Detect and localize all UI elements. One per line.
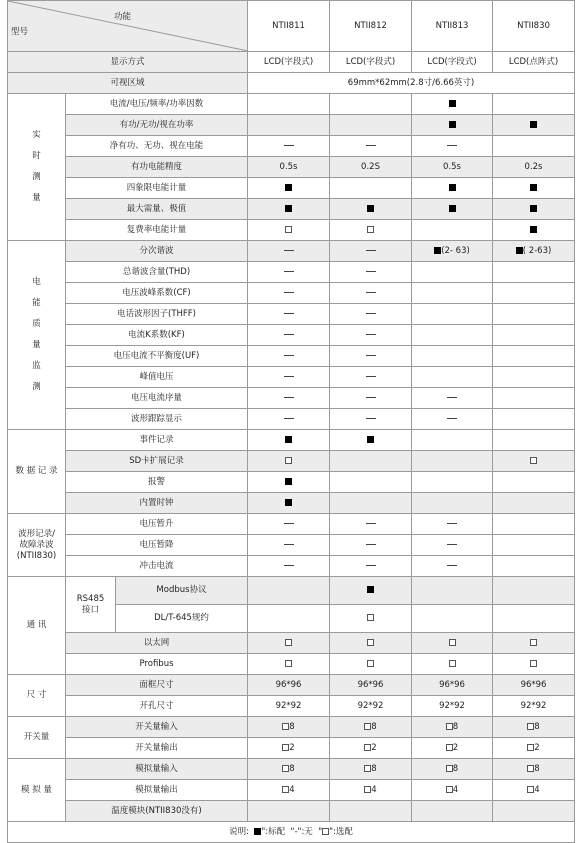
feature-label: 冲击电流 <box>66 556 248 577</box>
value-cell <box>493 472 575 493</box>
value-cell <box>330 493 412 514</box>
feature-label: SD卡扩展记录 <box>66 451 248 472</box>
dash-icon <box>366 523 376 524</box>
rs485-interface: RS485 接口 <box>66 577 116 633</box>
value-cell <box>248 654 330 675</box>
value-cell <box>412 633 493 654</box>
open-square-icon <box>367 639 374 646</box>
value-cell: 8 <box>330 759 412 780</box>
display-mode-label: 显示方式 <box>8 52 248 73</box>
dash-icon <box>447 544 457 545</box>
value-cell <box>248 136 330 157</box>
filled-square-icon <box>449 205 456 212</box>
dash-icon <box>447 145 457 146</box>
value-cell <box>493 325 575 346</box>
value-cell: 8 <box>248 717 330 738</box>
open-square-icon <box>285 660 292 667</box>
filled-square-icon <box>516 247 523 254</box>
value-cell <box>248 472 330 493</box>
value-cell <box>412 94 493 115</box>
value-cell <box>248 220 330 241</box>
value-cell <box>412 493 493 514</box>
value-cell: 92*92 <box>248 696 330 717</box>
model-header-ntii813: NTII813 <box>412 1 493 52</box>
open-square-icon <box>285 457 292 464</box>
dash-icon <box>366 397 376 398</box>
value-cell: 4 <box>248 780 330 801</box>
feature-label: 电压电流序量 <box>66 388 248 409</box>
value-cell <box>412 367 493 388</box>
dash-icon <box>284 313 294 314</box>
value-cell <box>248 94 330 115</box>
value-cell: 2 <box>412 738 493 759</box>
value-cell: 0.2s <box>493 157 575 178</box>
value-cell <box>493 262 575 283</box>
feature-label: 报警 <box>66 472 248 493</box>
value-cell <box>330 220 412 241</box>
value-cell <box>330 801 412 822</box>
dash-icon <box>366 313 376 314</box>
filled-square-icon <box>367 586 374 593</box>
value-cell: 4 <box>330 780 412 801</box>
value-cell: 8 <box>412 717 493 738</box>
value-cell <box>248 346 330 367</box>
value-cell: 0.5s <box>412 157 493 178</box>
value-cell <box>330 262 412 283</box>
value-cell <box>248 262 330 283</box>
value-cell <box>330 409 412 430</box>
feature-label: 波形跟踪显示 <box>66 409 248 430</box>
value-cell <box>248 241 330 262</box>
dash-icon <box>366 418 376 419</box>
display-mode-value: LCD(点阵式) <box>493 52 575 73</box>
open-square-icon <box>367 660 374 667</box>
value-cell <box>248 388 330 409</box>
value-cell <box>248 430 330 451</box>
value-cell <box>412 409 493 430</box>
feature-label: 最大需量、极值 <box>66 199 248 220</box>
group-power-quality: 电 能 质 量 监 测 <box>8 241 66 430</box>
dash-icon <box>366 271 376 272</box>
feature-label: 事件记录 <box>66 430 248 451</box>
value-cell: (2- 63) <box>412 241 493 262</box>
feature-label: 分次谐波 <box>66 241 248 262</box>
value-cell <box>412 346 493 367</box>
value-cell: 8 <box>412 759 493 780</box>
value-cell <box>248 325 330 346</box>
value-cell <box>493 367 575 388</box>
feature-label: 开关量输出 <box>66 738 248 759</box>
value-cell <box>248 367 330 388</box>
open-square-icon <box>446 723 453 730</box>
value-cell <box>412 304 493 325</box>
feature-label: 净有功、无功、视在电能 <box>66 136 248 157</box>
value-cell <box>412 325 493 346</box>
legend-standard: ":标配 <box>261 826 286 837</box>
value-cell: 2 <box>248 738 330 759</box>
value-cell <box>330 472 412 493</box>
model-header: 型号 <box>11 27 29 37</box>
filled-square-icon <box>285 478 292 485</box>
filled-square-icon <box>530 205 537 212</box>
value-cell <box>493 801 575 822</box>
dash-icon <box>366 544 376 545</box>
dash-icon <box>366 355 376 356</box>
value-cell <box>493 493 575 514</box>
value-cell <box>412 199 493 220</box>
value-cell <box>330 577 412 605</box>
feature-label: 总谐波含量(THD) <box>66 262 248 283</box>
visible-area-value: 69mm*62mm(2.8寸/6.66英寸) <box>248 73 575 94</box>
open-square-icon <box>285 639 292 646</box>
visible-area-label: 可视区域 <box>8 73 248 94</box>
open-square-icon <box>446 744 453 751</box>
filled-square-icon <box>449 121 456 128</box>
legend-prefix: 说明: <box>229 826 249 837</box>
value-cell <box>248 493 330 514</box>
filled-square-icon <box>367 205 374 212</box>
feature-label: 峰值电压 <box>66 367 248 388</box>
value-cell <box>493 199 575 220</box>
value-cell <box>248 535 330 556</box>
value-cell: 96*96 <box>493 675 575 696</box>
value-cell <box>248 556 330 577</box>
legend-none: :无 <box>301 826 313 837</box>
display-mode-value: LCD(字段式) <box>330 52 412 73</box>
value-cell <box>412 220 493 241</box>
value-cell <box>248 577 330 605</box>
legend <box>8 822 575 843</box>
feature-label: 四象限电能计量 <box>66 178 248 199</box>
value-cell <box>493 556 575 577</box>
value-cell <box>493 451 575 472</box>
open-square-icon <box>449 660 456 667</box>
value-cell <box>330 199 412 220</box>
value-cell <box>493 220 575 241</box>
value-cell <box>330 136 412 157</box>
dash-icon <box>366 565 376 566</box>
value-cell <box>493 633 575 654</box>
dash-icon <box>284 145 294 146</box>
value-cell <box>493 346 575 367</box>
value-cell <box>493 409 575 430</box>
dash-icon <box>366 145 376 146</box>
open-square-icon <box>367 226 374 233</box>
diagonal-line <box>8 1 248 51</box>
dash-icon <box>366 334 376 335</box>
value-cell <box>412 388 493 409</box>
dash-icon <box>284 271 294 272</box>
filled-square-icon <box>530 226 537 233</box>
value-cell: 8 <box>493 759 575 780</box>
value-cell: 8 <box>493 717 575 738</box>
open-square-icon <box>530 639 537 646</box>
value-cell <box>412 136 493 157</box>
feature-label: 复费率电能计量 <box>66 220 248 241</box>
value-cell <box>248 199 330 220</box>
value-cell <box>330 283 412 304</box>
value-cell <box>248 304 330 325</box>
feature-label: 模拟量输出 <box>66 780 248 801</box>
dash-icon <box>284 334 294 335</box>
value-cell <box>330 535 412 556</box>
value-cell <box>330 325 412 346</box>
dash-icon <box>284 376 294 377</box>
value-cell: 4 <box>412 780 493 801</box>
value-cell <box>248 633 330 654</box>
value-cell <box>493 304 575 325</box>
value-cell <box>493 94 575 115</box>
value-cell <box>493 514 575 535</box>
display-mode-value: LCD(字段式) <box>412 52 493 73</box>
dash-icon <box>366 376 376 377</box>
filled-square-icon <box>285 499 292 506</box>
value-cell <box>248 409 330 430</box>
value-cell <box>412 801 493 822</box>
group-communication: 通 讯 <box>8 577 66 675</box>
dash-icon <box>284 397 294 398</box>
filled-square-icon <box>530 184 537 191</box>
value-cell <box>493 430 575 451</box>
value-cell <box>412 451 493 472</box>
group-realtime-measurement: 实 时 测 量 <box>8 94 66 241</box>
group-size: 尺 寸 <box>8 675 66 717</box>
value-cell <box>248 178 330 199</box>
legend-none-symbol: "-" <box>290 826 302 837</box>
value-cell <box>330 367 412 388</box>
value-cell <box>412 430 493 451</box>
value-cell: 96*96 <box>330 675 412 696</box>
open-square-icon <box>367 614 374 621</box>
value-cell <box>330 304 412 325</box>
header-corner-cell <box>8 1 248 52</box>
value-cell: 8 <box>248 759 330 780</box>
dash-icon <box>447 565 457 566</box>
dash-icon <box>366 250 376 251</box>
group-switch: 开关量 <box>8 717 66 759</box>
dash-icon <box>447 397 457 398</box>
value-cell: 96*96 <box>412 675 493 696</box>
value-cell <box>330 430 412 451</box>
value-cell <box>412 283 493 304</box>
feature-label: 电压波峰系数(CF) <box>66 283 248 304</box>
value-cell <box>493 654 575 675</box>
group-analog: 模 拟 量 <box>8 759 66 822</box>
value-cell <box>248 605 330 633</box>
value-cell <box>493 535 575 556</box>
value-cell <box>330 94 412 115</box>
value-cell: 4 <box>493 780 575 801</box>
value-cell <box>412 556 493 577</box>
feature-label: 面框尺寸 <box>66 675 248 696</box>
value-cell <box>330 241 412 262</box>
value-cell <box>248 115 330 136</box>
filled-square-icon <box>285 205 292 212</box>
value-cell <box>330 388 412 409</box>
value-cell <box>330 556 412 577</box>
dash-icon <box>366 292 376 293</box>
feature-label: 电压暂升 <box>66 514 248 535</box>
value-cell: 2 <box>493 738 575 759</box>
feature-label: 有功电能精度 <box>66 157 248 178</box>
open-square-icon <box>446 765 453 772</box>
value-cell <box>493 605 575 633</box>
model-header-ntii812: NTII812 <box>330 1 412 52</box>
filled-square-icon <box>449 100 456 107</box>
filled-square-icon <box>285 436 292 443</box>
value-cell <box>412 115 493 136</box>
filled-square-icon <box>530 121 537 128</box>
value-cell <box>330 115 412 136</box>
legend-optional-open: " <box>318 826 323 837</box>
dash-icon <box>284 418 294 419</box>
value-cell: 92*92 <box>412 696 493 717</box>
value-cell <box>412 577 493 605</box>
feature-label: 有功/无功/视在功率 <box>66 115 248 136</box>
value-cell: ( 2-63) <box>493 241 575 262</box>
dash-icon <box>284 544 294 545</box>
value-cell <box>248 514 330 535</box>
value-cell <box>330 451 412 472</box>
dash-icon <box>284 250 294 251</box>
value-cell <box>493 388 575 409</box>
value-cell: 0.2S <box>330 157 412 178</box>
dash-icon <box>447 523 457 524</box>
value-cell <box>330 605 412 633</box>
dash-icon <box>284 565 294 566</box>
value-cell <box>493 115 575 136</box>
value-cell <box>412 514 493 535</box>
feature-label: 电流K系数(KF) <box>66 325 248 346</box>
value-cell <box>330 654 412 675</box>
value-cell: 92*92 <box>330 696 412 717</box>
function-header: 功能 <box>114 12 132 22</box>
dash-icon <box>284 355 294 356</box>
value-cell <box>493 577 575 605</box>
model-header-ntii830: NTII830 <box>493 1 575 52</box>
feature-label: 电压电流不平衡度(UF) <box>66 346 248 367</box>
value-cell <box>412 535 493 556</box>
dash-icon <box>284 523 294 524</box>
feature-label: 电压暂降 <box>66 535 248 556</box>
value-cell: 92*92 <box>493 696 575 717</box>
value-cell <box>330 346 412 367</box>
value-cell <box>248 451 330 472</box>
value-cell <box>493 178 575 199</box>
dash-icon <box>284 292 294 293</box>
feature-label: DL/T-645规约 <box>116 605 248 633</box>
open-square-icon <box>446 786 453 793</box>
group-data-record: 数 据 记 录 <box>8 430 66 514</box>
spec-table <box>7 0 575 843</box>
feature-label: 内置时钟 <box>66 493 248 514</box>
group-waveform-record: 波形记录/ 故障录波 (NTII830) <box>8 514 66 577</box>
value-cell <box>493 283 575 304</box>
value-cell: 96*96 <box>248 675 330 696</box>
dash-icon <box>447 418 457 419</box>
value-cell: 0.5s <box>248 157 330 178</box>
display-mode-value: LCD(字段式) <box>248 52 330 73</box>
value-cell: 8 <box>330 717 412 738</box>
open-square-icon <box>449 639 456 646</box>
feature-label: Profibus <box>66 654 248 675</box>
value-cell <box>412 472 493 493</box>
value-cell: 2 <box>330 738 412 759</box>
value-cell <box>412 654 493 675</box>
model-header-ntii811: NTII811 <box>248 1 330 52</box>
filled-square-icon <box>449 184 456 191</box>
value-cell <box>412 605 493 633</box>
filled-square-icon <box>367 436 374 443</box>
feature-label: Modbus协议 <box>116 577 248 605</box>
feature-label: 电流/电压/频率/功率因数 <box>66 94 248 115</box>
feature-label: 开关量输入 <box>66 717 248 738</box>
value-cell <box>330 514 412 535</box>
open-square-icon <box>530 457 537 464</box>
feature-label: 温度模块(NTII830没有) <box>66 801 248 822</box>
feature-label: 以太网 <box>66 633 248 654</box>
open-square-icon <box>530 660 537 667</box>
value-cell <box>493 136 575 157</box>
feature-label: 电话波形因子(THFF) <box>66 304 248 325</box>
value-cell <box>412 262 493 283</box>
filled-square-icon <box>285 184 292 191</box>
feature-label: 开孔尺寸 <box>66 696 248 717</box>
value-cell <box>330 178 412 199</box>
legend-optional: ":选配 <box>329 826 353 837</box>
value-cell <box>248 283 330 304</box>
value-cell <box>412 178 493 199</box>
value-cell <box>248 801 330 822</box>
value-cell <box>330 633 412 654</box>
open-square-icon <box>285 226 292 233</box>
feature-label: 模拟量输入 <box>66 759 248 780</box>
